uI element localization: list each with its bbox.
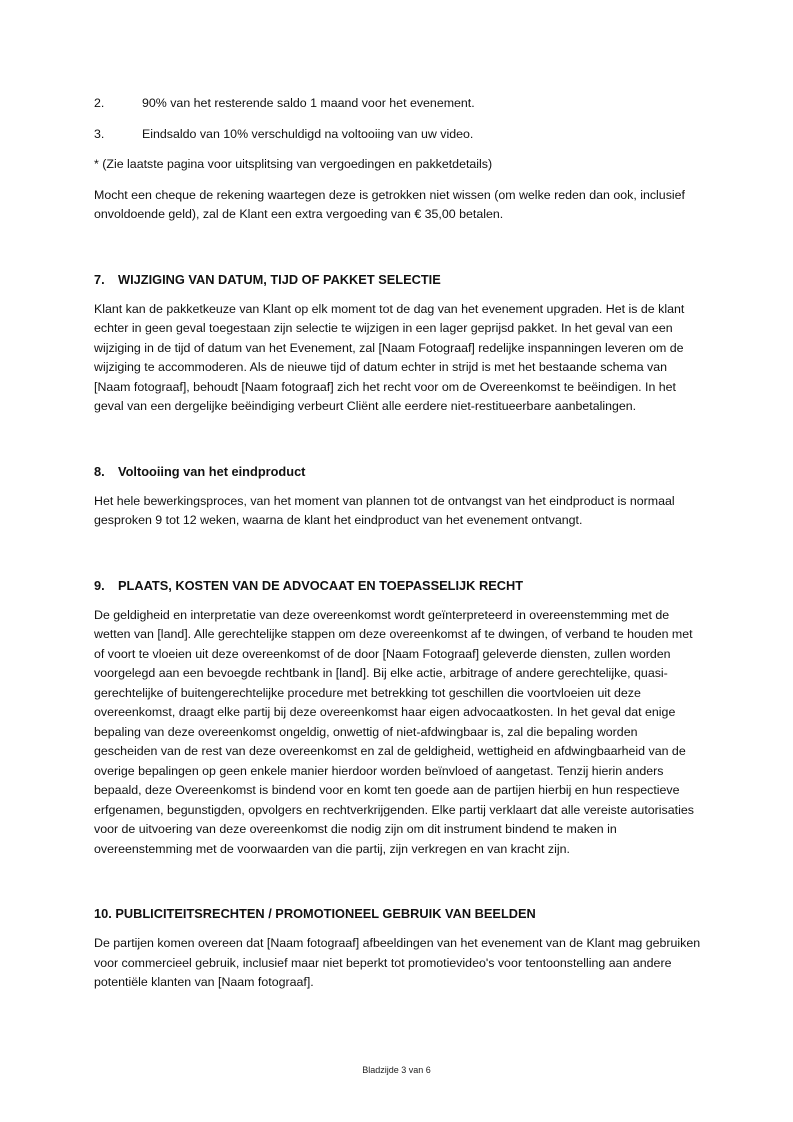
section-heading-8 (94, 462, 704, 481)
section-heading-10 (94, 904, 704, 923)
section-title: WIJZIGING VAN DATUM, TIJD OF PAKKET SELECTIE (118, 271, 441, 287)
list-text: 90% van het resterende saldo 1 maand voor het evenement. (142, 96, 475, 110)
section-title: PLAATS, KOSTEN VAN DE ADVOCAAT EN TOEPASSELIJK RECHT (118, 577, 524, 593)
section-body-9: De geldigheid en interpretatie van deze overeenkomst wordt geïnterpreteerd in overeenstemming met de wetten van [land]. Alle gerechtelijke stappen om deze overeenkomst af te dwingen, of verband te houden met of voort te vloeien uit deze overeenkomst of de door [Naam Fotograaf] geleverde diensten, zullen worden voorgelegd aan een bevoegde rechtbank in [land]. Bij elke actie, arbitrage of andere gerechtelijke, quasi-gerechtelijke of buitengerechtelijke procedure met betrekking tot geschillen die voortvloeien uit deze overeenkomst, draagt elke partij bij deze overeenkomst haar eigen advocaatkosten. In het geval dat enige bepaling van deze overeenkomst ongeldig, onwettig of niet-afdwingbaar is, zal die bepaling worden gescheiden van de rest van deze overeenkomst en zal de geldigheid, wettigheid en afdwingbaarheid van de overige bepalingen op geen enkele manier hierdoor worden beïnvloed of aangetast. Tenzij hierin anders bepaald, deze Overeenkomst is bindend voor en komt ten goede aan de partijen hierbij en hun respectieve erfgenamen, begunstigden, opvolgers en rechtverkrijgenden. Elke partij verklaart dat alle vereiste autorisaties voor de uitvoering van deze overeenkomst die nodig zijn om dit instrument bindend te maken in overeenstemming met de voorwaarden van die partij, zijn verkregen en van kracht zijn. (94, 607, 694, 856)
list-item (94, 125, 704, 145)
section-heading-7 (94, 270, 704, 289)
document-page (94, 94, 704, 1004)
section-body-10: De partijen komen overeen dat [Naam fotograaf] afbeeldingen van het evenement van de Klant mag gebruiken voor commercieel gebruik, inclusief maar niet beperkt tot promotievideo's voor tentoonstelling aan andere potentiële klanten van [Naam fotograaf]. (94, 936, 701, 989)
list-item (94, 94, 704, 114)
section-number: 8. (94, 463, 105, 479)
list-text: Eindsaldo van 10% verschuldigd na voltooiing van uw video. (142, 126, 474, 141)
list-number: 3. (94, 126, 105, 141)
section-body-8: Het hele bewerkingsproces, van het moment van plannen tot de ontvangst van het eindproduct is normaal gesproken 9 tot 12 weken, waarna de klant het eindproduct van het evenement ontvangt. (94, 493, 675, 527)
cheque-paragraph: Mocht een cheque de rekening waartegen deze is getrokken niet wissen (om welke reden dan ook, inclusief onvoldoende geld), zal de Klant een extra vergoeding van € 35,00 betalen. (94, 187, 685, 221)
list-number: 2. (94, 96, 105, 110)
page-number-footer: Bladzijde 3 van 6 (362, 1065, 431, 1075)
section-number: 9. (94, 577, 105, 593)
section-number: 7. (94, 271, 105, 287)
section-title: Voltooiing van het eindproduct (118, 463, 306, 479)
fee-note: * (Zie laatste pagina voor uitsplitsing van vergoedingen en pakketdetails) (94, 157, 493, 171)
section-title: 10. PUBLICITEITSRECHTEN / PROMOTIONEEL GEBRUIK VAN BEELDEN (94, 906, 536, 921)
section-heading-9 (94, 576, 704, 595)
section-body-7: Klant kan de pakketkeuze van Klant op elk moment tot de dag van het evenement upgraden. Het is de klant echter in geen geval toegestaan zijn selectie te wijzigen in een lager geprijsd pakket. In het geval van een wijziging in de tijd of datum van het Evenement, zal [Naam Fotograaf] redelijke inspanningen leveren om de wijziging te accommoderen. Als de nieuwe tijd of datum echter in strijd is met het bestaande schema van [Naam fotograaf], behoudt [Naam fotograaf] zich het recht voor om de Overeenkomst te beëindigen. In het geval van een dergelijke beëindiging verbeurt Cliënt alle eerdere niet-restitueerbare aanbetalingen. (94, 301, 685, 413)
